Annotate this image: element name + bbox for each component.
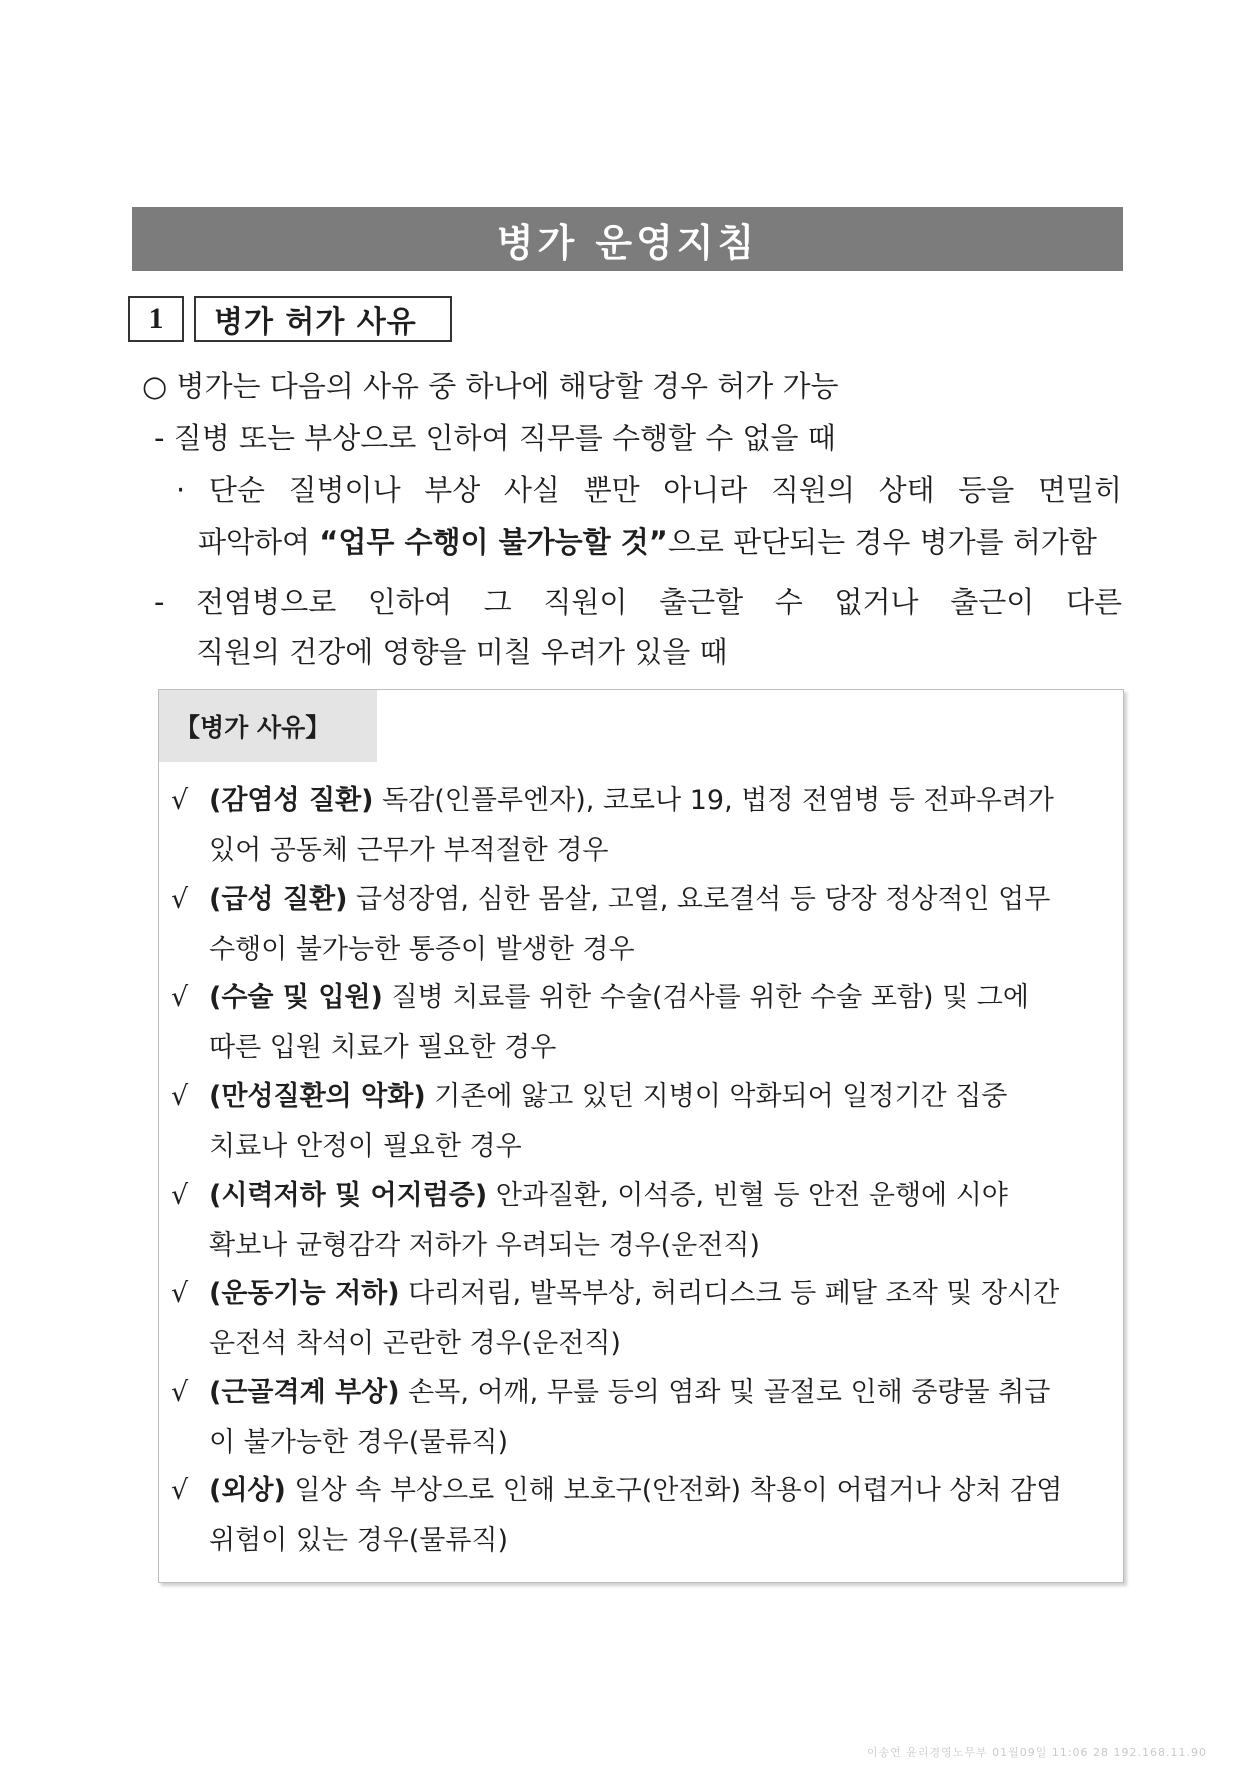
section-title: 병가 허가 사유 bbox=[194, 296, 452, 342]
reason-item bbox=[171, 1368, 1115, 1468]
reason-line1 bbox=[209, 1072, 1115, 1122]
reason-item bbox=[171, 1171, 1115, 1271]
section-number: 1 bbox=[128, 296, 184, 342]
reason-item bbox=[171, 973, 1115, 1073]
reason-line2: 이 불가능한 경우(물류직) bbox=[209, 1427, 509, 1458]
reason-description: 일상 속 부상으로 인해 보호구(안전화) 착용이 어렵거나 상처 감염 bbox=[285, 1475, 1063, 1506]
reason-item bbox=[171, 776, 1115, 876]
check-mark-icon: √ bbox=[171, 1475, 189, 1506]
intro-text: ○ 병가는 다음의 사유 중 하나에 해당할 경우 허가 가능 bbox=[142, 369, 839, 403]
sick-leave-reasons-box bbox=[158, 689, 1124, 1583]
reason-line1 bbox=[209, 1269, 1115, 1319]
title-banner bbox=[132, 207, 1123, 271]
bullet-epidemic-line1: - 전염병으로 인하여 그 직원이 출근할 수 없거나 출근이 다른 bbox=[154, 585, 1122, 619]
reason-keyword: (시력저하 및 어지럼증) bbox=[209, 1180, 488, 1211]
reason-line1 bbox=[209, 973, 1115, 1023]
sub-bullet-pre: 파악하여 bbox=[198, 525, 320, 559]
reason-description: 독감(인플루엔자), 코로나 19, 법정 전염병 등 전파우려가 bbox=[373, 785, 1054, 816]
reason-line1 bbox=[209, 1171, 1115, 1221]
reason-item bbox=[171, 1269, 1115, 1369]
reason-line2: 치료나 안정이 필요한 경우 bbox=[209, 1131, 522, 1162]
reason-line1 bbox=[209, 776, 1115, 826]
reason-keyword: (감염성 질환) bbox=[209, 785, 374, 816]
reason-line2: 확보나 균형감각 저하가 우려되는 경우(운전직) bbox=[209, 1230, 760, 1261]
sub-bullet-emphasis: “업무 수행이 불가능할 것” bbox=[319, 525, 668, 559]
reason-keyword: (운동기능 저하) bbox=[209, 1278, 400, 1309]
reason-description: 기존에 앓고 있던 지병이 악화되어 일정기간 집중 bbox=[425, 1081, 1008, 1112]
sub-bullet-line1: · 단순 질병이나 부상 사실 뿐만 아니라 직원의 상태 등을 면밀히 bbox=[176, 473, 1122, 507]
reason-description: 급성장염, 심한 몸살, 고열, 요로결석 등 당장 정상적인 업무 bbox=[347, 884, 1051, 915]
check-mark-icon: √ bbox=[171, 982, 189, 1013]
bullet-epidemic-line2: 직원의 건강에 영향을 미칠 우려가 있을 때 bbox=[196, 635, 728, 669]
reason-line2: 따른 입원 치료가 필요한 경우 bbox=[209, 1032, 557, 1063]
reason-keyword: (근골격계 부상) bbox=[209, 1377, 400, 1408]
check-mark-icon: √ bbox=[171, 1377, 189, 1408]
reason-keyword: (외상) bbox=[209, 1475, 286, 1506]
check-mark-icon: √ bbox=[171, 1180, 189, 1211]
check-mark-icon: √ bbox=[171, 1081, 189, 1112]
reason-description: 손목, 어깨, 무릎 등의 염좌 및 골절로 인해 중량물 취급 bbox=[399, 1377, 1051, 1408]
page-title: 병가 운영지침 bbox=[496, 220, 759, 265]
reason-line2: 있어 공동체 근무가 부적절한 경우 bbox=[209, 835, 609, 866]
reason-description: 질병 치료를 위한 수술(검사를 위한 수술 포함) 및 그에 bbox=[382, 982, 1029, 1013]
reason-line2: 수행이 불가능한 통증이 발생한 경우 bbox=[209, 934, 635, 965]
reason-line1 bbox=[209, 1466, 1115, 1516]
reason-keyword: (급성 질환) bbox=[209, 884, 348, 915]
reason-item bbox=[171, 1072, 1115, 1172]
bullet-illness: - 질병 또는 부상으로 인하여 직무를 수행할 수 없을 때 bbox=[154, 421, 836, 455]
reason-item bbox=[171, 875, 1115, 975]
box-header: 【병가 사유】 bbox=[159, 690, 377, 762]
reason-line2: 운전석 착석이 곤란한 경우(운전직) bbox=[209, 1328, 621, 1359]
reason-description: 안과질환, 이석증, 빈혈 등 안전 운행에 시야 bbox=[487, 1180, 1008, 1211]
sub-bullet-line2 bbox=[198, 516, 1097, 568]
reason-line1 bbox=[209, 1368, 1115, 1418]
check-mark-icon: √ bbox=[171, 1278, 189, 1309]
check-mark-icon: √ bbox=[171, 785, 189, 816]
sub-bullet-post: 으로 판단되는 경우 병가를 허가함 bbox=[667, 525, 1097, 559]
reason-line2: 위험이 있는 경우(물류직) bbox=[209, 1525, 509, 1556]
reason-keyword: (수술 및 입원) bbox=[209, 982, 383, 1013]
reason-description: 다리저림, 발목부상, 허리디스크 등 페달 조작 및 장시간 bbox=[399, 1278, 1060, 1309]
reason-item bbox=[171, 1466, 1115, 1566]
check-mark-icon: √ bbox=[171, 884, 189, 915]
reason-keyword: (만성질환의 악화) bbox=[209, 1081, 426, 1112]
print-footer: 이송연 윤리경영노무부 01월09일 11:06 28 192.168.11.90 bbox=[866, 1746, 1207, 1759]
reason-line1 bbox=[209, 875, 1115, 925]
